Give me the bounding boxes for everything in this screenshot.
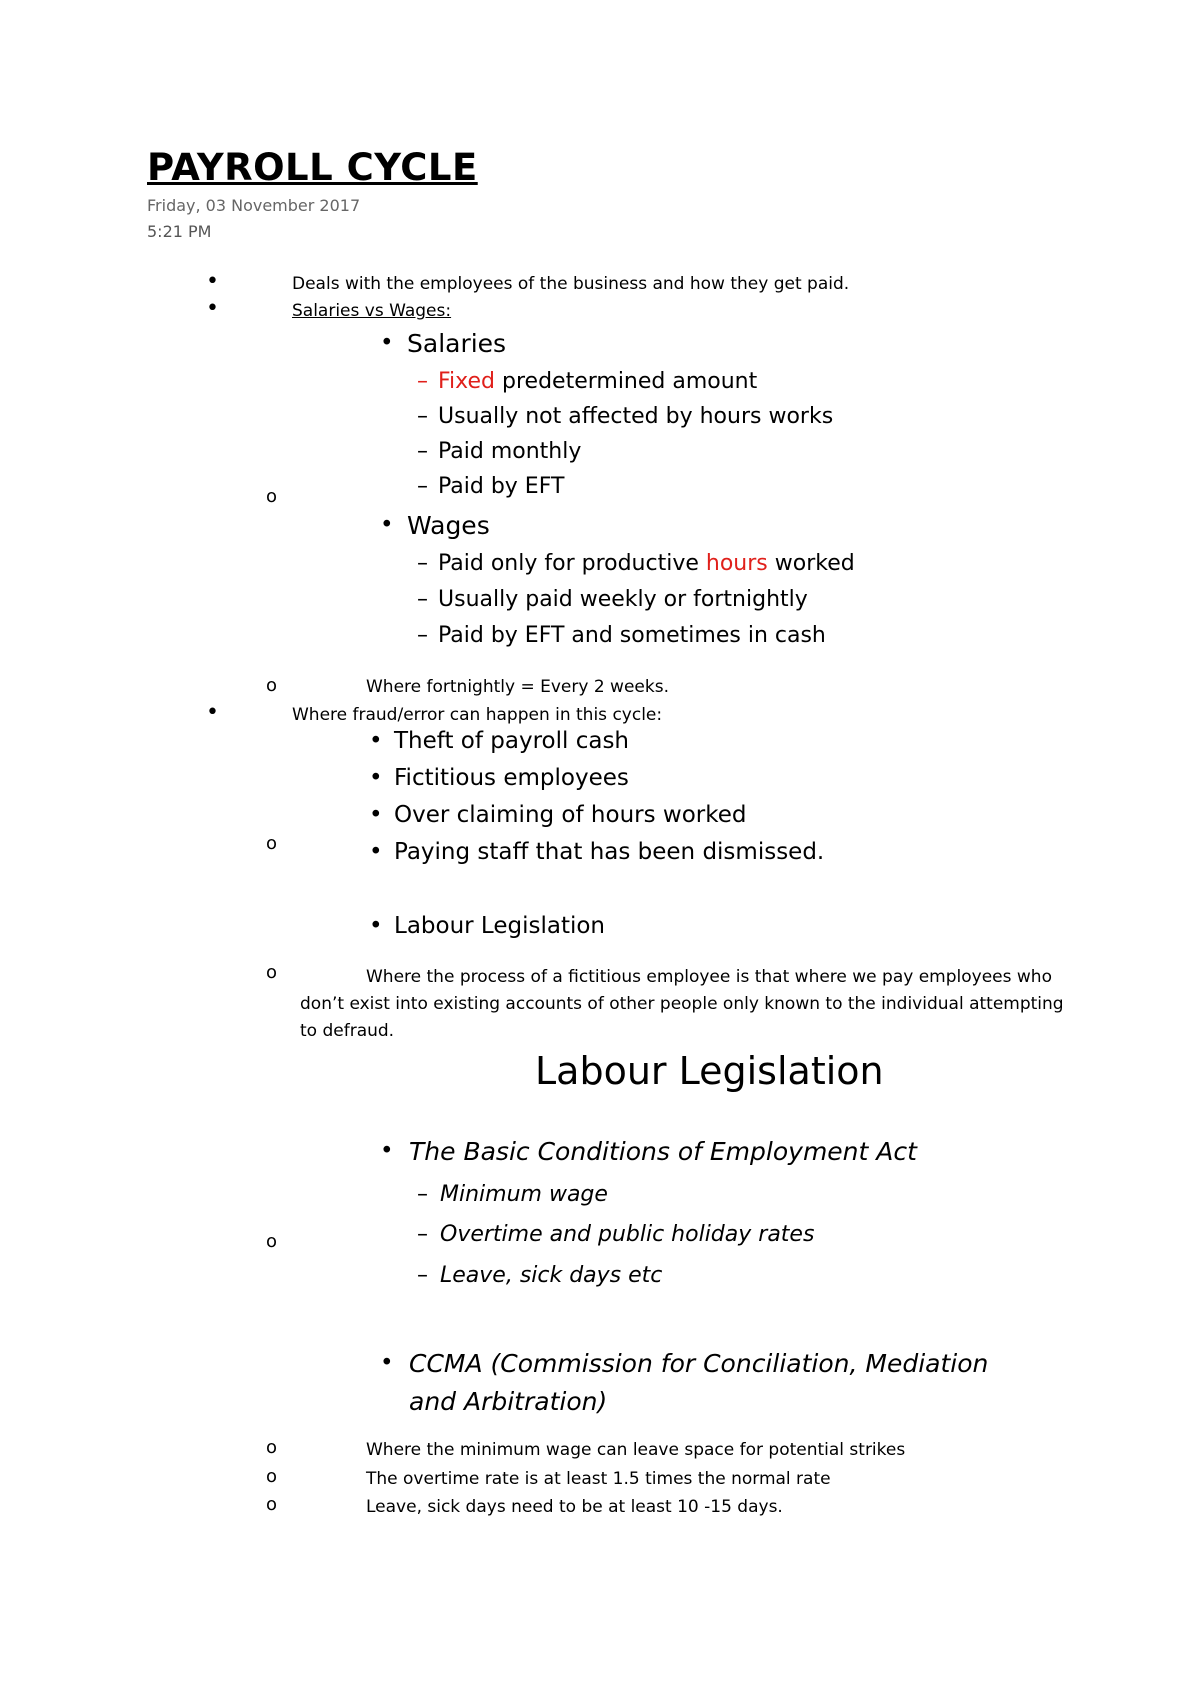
- list-item: Deals with the employees of the business and how they get paid.: [292, 274, 850, 294]
- bullet-icon: •: [206, 269, 219, 294]
- dash-icon: –: [417, 369, 428, 394]
- list-item: Minimum wage: [440, 1182, 608, 1207]
- list-item: Over claiming of hours worked: [394, 802, 747, 828]
- page-time: 5:21 PM: [147, 222, 212, 241]
- list-item: Usually not affected by hours works: [438, 404, 834, 429]
- dash-icon: –: [417, 1182, 428, 1207]
- list-item: Usually paid weekly or fortnightly: [438, 587, 808, 612]
- list-item: Leave, sick days etc: [440, 1263, 663, 1288]
- sub-bullet-icon: o: [266, 1437, 278, 1458]
- page-title: PAYROLL CYCLE: [147, 146, 478, 189]
- sub-bullet-icon: o: [266, 962, 278, 983]
- slide-bullet-icon: •: [369, 765, 383, 791]
- slide-bullet-icon: •: [380, 330, 394, 356]
- dash-icon: –: [417, 404, 428, 429]
- page-date: Friday, 03 November 2017: [147, 196, 361, 215]
- sub-bullet-icon: o: [266, 1494, 278, 1515]
- list-item: Paid only for productive hours worked: [438, 551, 855, 576]
- dash-icon: –: [417, 474, 428, 499]
- list-item: Where the minimum wage can leave space for potential strikes: [366, 1440, 906, 1460]
- sub-bullet-icon: o: [266, 1231, 278, 1252]
- list-item: Where the process of a fictitious employee is that where we pay employees who don’t exist into existing accounts of other people only known to the individual attempting to defraud.: [300, 967, 1064, 1041]
- dash-icon: –: [417, 1263, 428, 1288]
- list-item: Overtime and public holiday rates: [440, 1222, 815, 1247]
- slide-bullet-icon: •: [380, 512, 394, 538]
- salaries-heading: Salaries: [407, 329, 507, 358]
- list-item: The overtime rate is at least 1.5 times the normal rate: [366, 1469, 831, 1489]
- list-item: Where fortnightly = Every 2 weeks.: [366, 677, 669, 697]
- list-item: Fictitious employees: [394, 765, 629, 791]
- dash-icon: –: [417, 551, 428, 576]
- list-item: and Arbitration): [409, 1387, 608, 1416]
- slide-bullet-icon: •: [380, 1350, 394, 1376]
- list-item: Leave, sick days need to be at least 10 -15 days.: [366, 1497, 783, 1517]
- labour-heading: Labour Legislation: [535, 1049, 884, 1093]
- slide-bullet-icon: •: [380, 1138, 394, 1164]
- wages-heading: Wages: [407, 511, 490, 540]
- bullet-icon: •: [206, 296, 219, 321]
- dash-icon: –: [417, 1222, 428, 1247]
- list-item: Paid by EFT: [438, 474, 565, 499]
- list-item: Labour Legislation: [394, 913, 605, 939]
- slide-bullet-icon: •: [369, 913, 383, 939]
- dash-icon: –: [417, 439, 428, 464]
- sub-bullet-icon: o: [266, 486, 278, 507]
- bullet-icon: •: [206, 700, 219, 725]
- slide-bullet-icon: •: [369, 728, 383, 754]
- list-item: Salaries vs Wages:: [292, 301, 452, 321]
- list-item: Theft of payroll cash: [394, 728, 629, 754]
- list-item: Paid by EFT and sometimes in cash: [438, 623, 826, 648]
- sub-bullet-icon: o: [266, 833, 278, 854]
- list-item: Fixed predetermined amount: [438, 369, 758, 394]
- sub-bullet-icon: o: [266, 675, 278, 696]
- list-item: Paying staff that has been dismissed.: [394, 839, 825, 865]
- dash-icon: –: [417, 623, 428, 648]
- sub-bullet-icon: o: [266, 1466, 278, 1487]
- list-item: Paid monthly: [438, 439, 582, 464]
- list-item: CCMA (Commission for Conciliation, Mediation: [409, 1349, 989, 1378]
- list-item: Where fraud/error can happen in this cycle:: [292, 705, 663, 725]
- slide-bullet-icon: •: [369, 802, 383, 828]
- slide-bullet-icon: •: [369, 839, 383, 865]
- dash-icon: –: [417, 587, 428, 612]
- list-item: The Basic Conditions of Employment Act: [409, 1137, 917, 1166]
